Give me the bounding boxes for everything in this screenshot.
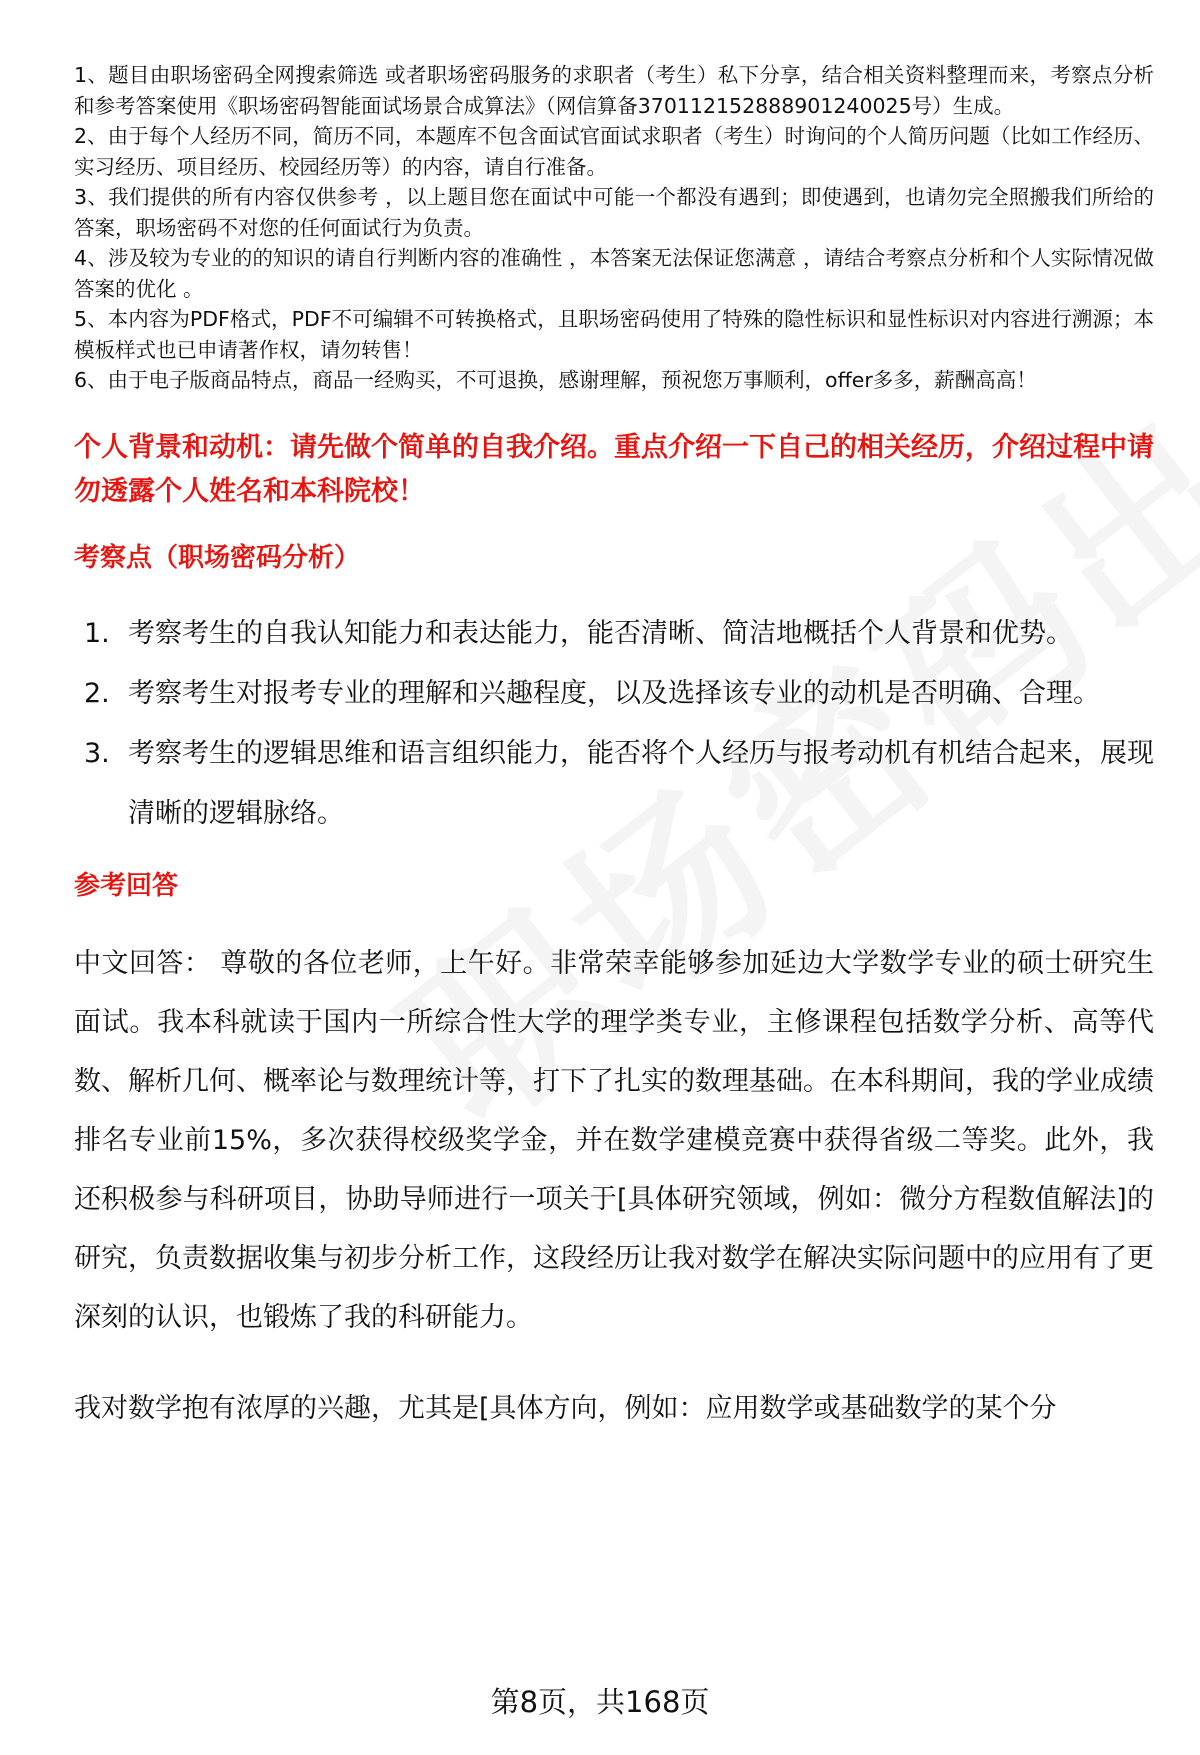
notice-item: 1、题目由职场密码全网搜索筛选 或者职场密码服务的求职者（考生）私下分享，结合相关资料整理而来，考察点分析和参考答案使用《职场密码智能面试场景合成算法》（网信算备370112152888901240025号）生成。 [74, 63, 1154, 118]
notice-item: 5、本内容为PDF格式，PDF不可编辑不可转换格式，且职场密码使用了特殊的隐性标识和显性标识对内容进行溯源；本模板样式也已申请著作权，请勿转售！ [74, 307, 1154, 362]
notice-list [74, 60, 1154, 396]
page-number-footer: 第8页，共168页 [490, 1685, 710, 1719]
analysis-point [74, 664, 1154, 724]
point-number: 1. [84, 617, 110, 649]
notice-item: 3、我们提供的所有内容仅供参考 ，以上题目您在面试中可能一个都没有遇到；即使遇到，也请勿完全照搬我们所给的答案，职场密码不对您的任何面试行为负责。 [74, 185, 1154, 240]
notice-item: 6、由于电子版商品特点，商品一经购买，不可退换，感谢理解，预祝您万事顺利，offer多多，薪酬高高！ [74, 368, 1037, 392]
point-text: 考察考生的逻辑思维和语言组织能力，能否将个人经历与报考动机有机结合起来，展现清晰的逻辑脉络。 [128, 737, 1154, 829]
question-heading: 个人背景和动机：请先做个简单的自我介绍。重点介绍一下自己的相关经历，介绍过程中请勿透露个人姓名和本科院校！ [74, 431, 1154, 507]
answer-paragraph: 中文回答： 尊敬的各位老师，上午好。非常荣幸能够参加延边大学数学专业的硕士研究生面试。我本科就读于国内一所综合性大学的理学类专业，主修课程包括数学分析、高等代数、解析几何、概率论与数理统计等，打下了扎实的数理基础。在本科期间，我的学业成绩排名专业前15%，多次获得校级奖学金，并在数学建模竞赛中获得省级二等奖。此外，我还积极参与科研项目，协助导师进行一项关于[具体研究领域，例如：微分方程数值解法]的研究，负责数据收集与初步分析工作，这段经历让我对数学在解决实际问题中的应用有了更深刻的认识，也锻炼了我的科研能力。 [74, 947, 1154, 1333]
answer-paragraph: 我对数学抱有浓厚的兴趣，尤其是[具体方向，例如：应用数学或基础数学的某个分 [74, 1392, 1057, 1424]
analysis-points-list [74, 604, 1154, 844]
point-number: 2. [84, 677, 110, 709]
notice-item: 4、涉及较为专业的的知识的请自行判断内容的准确性 ，本答案无法保证您满意 ，请结合考察点分析和个人实际情况做答案的优化 。 [74, 246, 1154, 301]
analysis-title: 考察点（职场密码分析） [74, 542, 361, 573]
point-number: 3. [84, 737, 110, 769]
answer-title: 参考回答 [74, 870, 179, 901]
point-text: 考察考生对报考专业的理解和兴趣程度，以及选择该专业的动机是否明确、合理。 [128, 677, 1100, 709]
analysis-point [74, 604, 1154, 664]
point-text: 考察考生的自我认知能力和表达能力，能否清晰、简洁地概括个人背景和优势。 [128, 617, 1073, 649]
document-page [74, 60, 1154, 1438]
notice-item: 2、由于每个人经历不同，简历不同，本题库不包含面试官面试求职者（考生）时询问的个人简历问题（比如工作经历、实习经历、项目经历、校园经历等）的内容，请自行准备。 [74, 124, 1154, 179]
analysis-point [74, 724, 1154, 844]
